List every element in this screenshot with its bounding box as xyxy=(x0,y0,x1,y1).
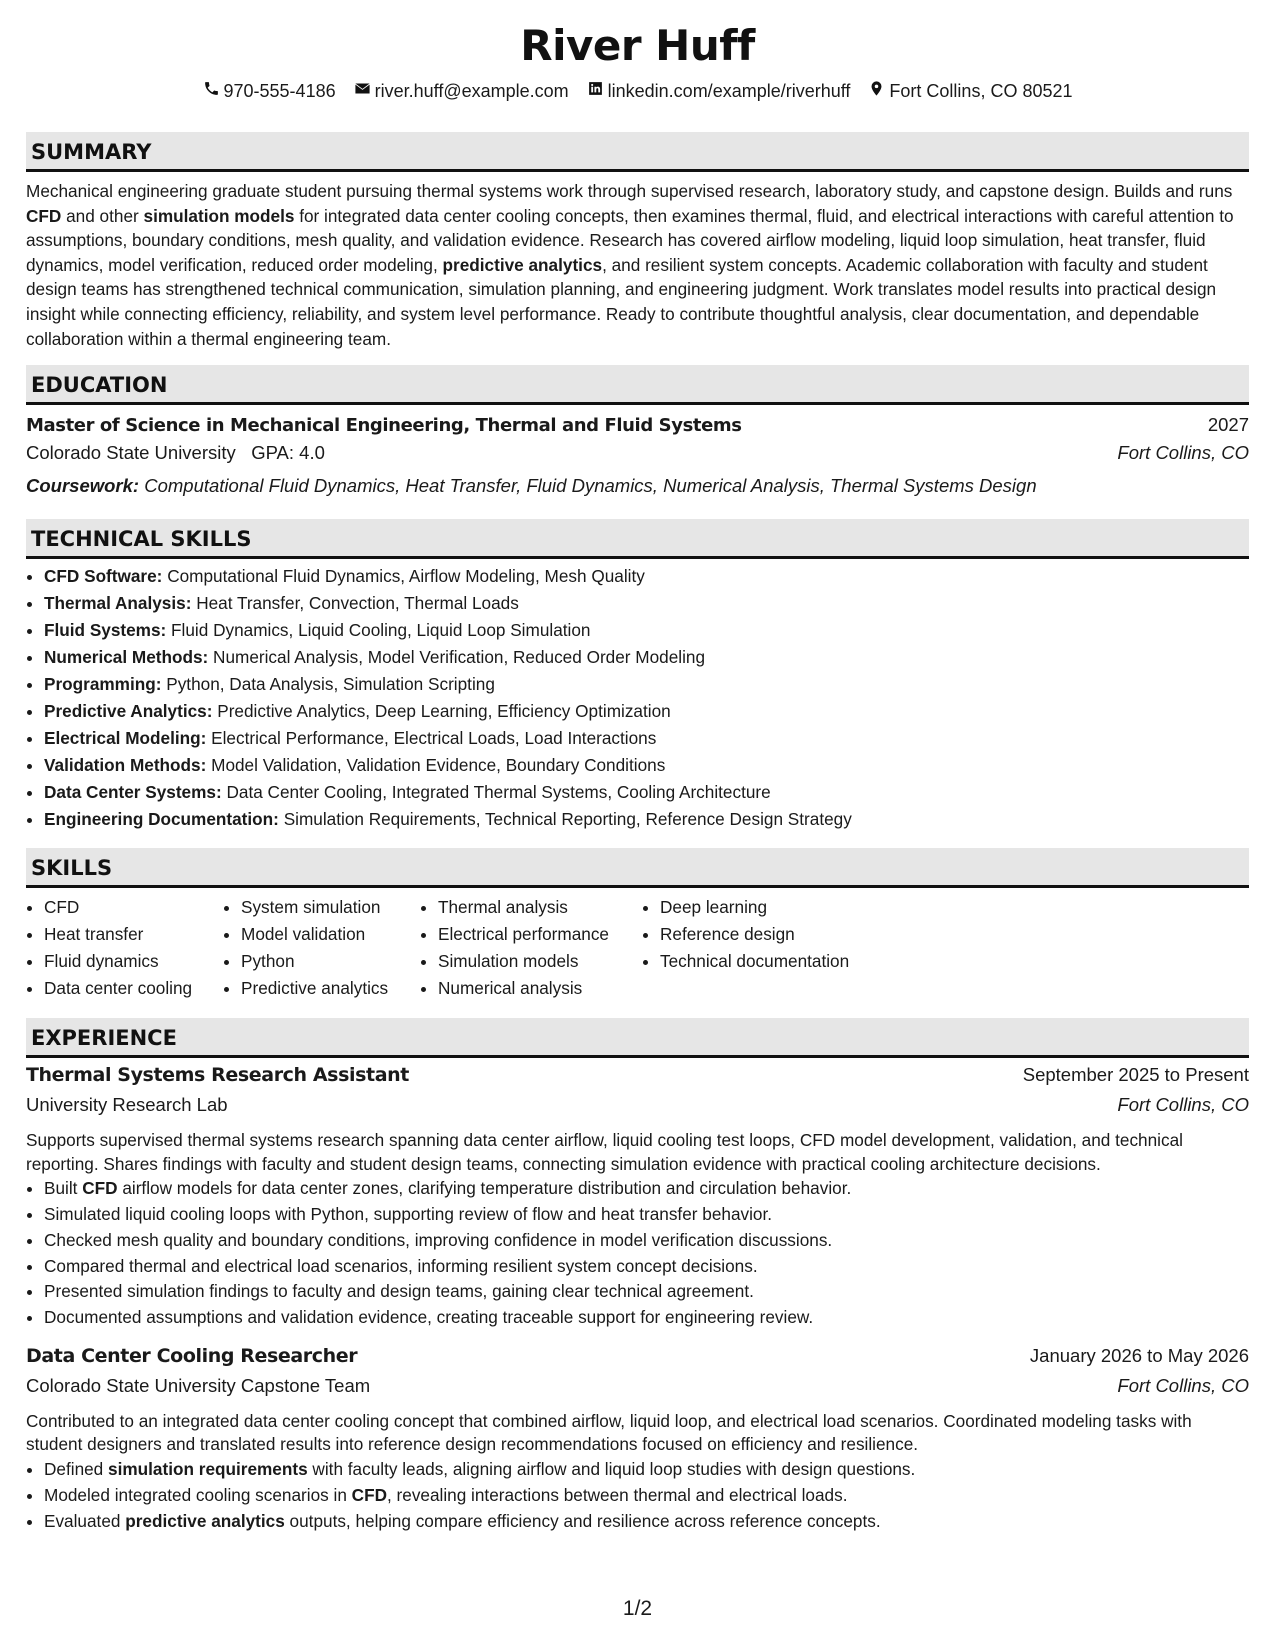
candidate-name: River Huff xyxy=(520,21,755,70)
technical-skill-item xyxy=(44,752,1249,779)
skill-category: Thermal Analysis: xyxy=(44,593,192,614)
skill-category: Electrical Modeling: xyxy=(44,728,207,749)
technical-skill-item xyxy=(44,644,1249,671)
emphasis-text: CFD xyxy=(82,1178,118,1199)
text-segment: Presented simulation findings to faculty and design teams, gaining clear technical agreement. xyxy=(44,1281,754,1302)
degree-row xyxy=(26,414,1249,442)
school-row xyxy=(26,442,1249,471)
skill-values: Model Validation, Validation Evidence, Boundary Conditions xyxy=(211,755,666,776)
emphasis-text: predictive analytics xyxy=(125,1510,285,1531)
emphasis-text: CFD xyxy=(351,1484,387,1505)
contact-linkedin[interactable] xyxy=(587,80,851,102)
skill-category: Validation Methods: xyxy=(44,755,207,776)
text-segment: Modeled integrated cooling scenarios in xyxy=(44,1484,352,1505)
skill-values: Computational Fluid Dynamics, Airflow Modeling, Mesh Quality xyxy=(167,566,645,587)
coursework-list: Computational Fluid Dynamics, Heat Transfer, Fluid Dynamics, Numerical Analysis, Thermal Systems Design xyxy=(144,475,1037,497)
resume-page xyxy=(26,0,1249,1534)
map-pin-icon xyxy=(868,80,885,102)
job-bullet xyxy=(44,1279,1249,1305)
experience-section xyxy=(26,1018,1249,1534)
job-organization: Colorado State University Capstone Team xyxy=(26,1374,371,1396)
section-heading: SUMMARY xyxy=(26,132,1249,172)
skill-item: • Technical documentation xyxy=(660,948,882,975)
job-entry xyxy=(26,1064,1249,1331)
summary-text xyxy=(26,179,1249,351)
skill-values: Python, Data Analysis, Simulation Scripting xyxy=(166,674,495,695)
job-bullet xyxy=(44,1305,1249,1331)
text-segment: Defined xyxy=(44,1458,109,1479)
skill-category: Fluid Systems: xyxy=(44,620,167,641)
emphasis-text: predictive analytics xyxy=(442,254,603,275)
skill-values: Predictive Analytics, Deep Learning, Efficiency Optimization xyxy=(217,701,671,722)
section-heading: EXPERIENCE xyxy=(26,1018,1249,1058)
job-org-row xyxy=(26,1094,1249,1123)
school-name: Colorado State University xyxy=(26,442,236,464)
phone-text: 970-555-4186 xyxy=(223,80,336,101)
skill-category: Programming: xyxy=(44,674,162,695)
job-bullet xyxy=(44,1457,1249,1483)
skill-item: • System simulation xyxy=(241,894,420,921)
job-bullet xyxy=(44,1176,1249,1202)
technical-skill-item xyxy=(44,779,1249,806)
email-text[interactable]: river.huff@example.com xyxy=(374,80,569,101)
job-dates: January 2026 to May 2026 xyxy=(1029,1344,1249,1366)
text-segment: airflow models for data center zones, clarifying temperature distribution and circulation behavior. xyxy=(117,1178,852,1199)
technical-skill-item xyxy=(44,671,1249,698)
skill-category: Numerical Methods: xyxy=(44,647,209,668)
coursework-label: Coursework: xyxy=(26,475,140,497)
skill-category: Predictive Analytics: xyxy=(44,701,213,722)
text-segment: , revealing interactions between thermal and electrical loads. xyxy=(386,1484,848,1505)
skill-item: • Reference design xyxy=(660,921,882,948)
emphasis-text: simulation models xyxy=(143,205,295,226)
job-bullet xyxy=(44,1228,1249,1254)
school-info xyxy=(26,442,325,464)
skill-values: Numerical Analysis, Model Verification, Reduced Order Modeling xyxy=(213,647,706,668)
degree-title: Master of Science in Mechanical Engineering, Thermal and Fluid Systems xyxy=(26,415,742,437)
skill-values: Heat Transfer, Convection, Thermal Loads xyxy=(196,593,519,614)
skills-columns xyxy=(26,894,1249,1002)
education-section xyxy=(26,365,1249,501)
skills-section xyxy=(26,848,1249,1002)
skill-item: • Electrical performance xyxy=(438,921,642,948)
job-description: Contributed to an integrated data center cooling concept that combined airflow, liquid loop, and electrical load scenarios. Coordinated modeling tasks with student designers and translated results into reference design recommendations focused on efficiency and resilience. xyxy=(26,1410,1192,1455)
text-segment: Built xyxy=(44,1178,83,1199)
text-segment: , and resilient system concepts. Academic collaboration with faculty and student design teams has strengthened technical communication, simulation planning, and engineering judgment. Work translates model results into practical design insight while connecting efficiency, reliability, and system level performance. Ready to contribute thoughtful analysis, clear documentation, and dependable collaboration within a thermal engineering team. xyxy=(26,254,1217,349)
job-description: Supports supervised thermal systems research spanning data center airflow, liquid cooling test loops, CFD model development, validation, and technical reporting. Shares findings with faculty and student design teams, connecting simulation evidence with practical cooling architecture decisions. xyxy=(26,1130,1183,1174)
skills-column xyxy=(642,894,882,1002)
job-title: Thermal Systems Research Assistant xyxy=(26,1064,409,1087)
text-segment: for integrated data center cooling concepts, then examines thermal, fluid, and electrical interactions with careful attention to assumptions, boundary conditions, mesh quality, and validation evidence. Research has covered airflow modeling, liquid loop simulation, heat transfer, fluid dynamics, model verification, reduced order modeling, xyxy=(26,205,1234,275)
linkedin-icon xyxy=(587,80,604,102)
technical-skill-item xyxy=(44,617,1249,644)
job-bullets xyxy=(26,1457,1249,1534)
text-segment: with faculty leads, aligning airflow and liquid loop studies with design questions. xyxy=(307,1458,916,1479)
emphasis-text: CFD xyxy=(26,205,62,226)
technical-skills-list xyxy=(26,563,1249,833)
skill-item: • Predictive analytics xyxy=(241,975,420,1002)
graduation-year: 2027 xyxy=(1207,414,1249,436)
section-heading: EDUCATION xyxy=(26,365,1249,405)
job-org-row xyxy=(26,1375,1249,1404)
linkedin-text[interactable]: linkedin.com/example/riverhuff xyxy=(607,80,851,101)
skill-item: • Data center cooling xyxy=(44,975,223,1002)
skill-values: Fluid Dynamics, Liquid Cooling, Liquid Loop Simulation xyxy=(171,620,591,641)
skills-column xyxy=(223,894,420,1002)
text-segment: Documented assumptions and validation evidence, creating traceable support for engineering review. xyxy=(44,1307,814,1328)
summary-section xyxy=(26,132,1249,351)
text-segment: Checked mesh quality and boundary conditions, improving confidence in model verification discussions. xyxy=(44,1229,833,1250)
page-number: 1/2 xyxy=(622,1597,653,1620)
skill-item: • Model validation xyxy=(241,921,420,948)
technical-skill-item xyxy=(44,725,1249,752)
skill-item: • Python xyxy=(241,948,420,975)
skill-values: Data Center Cooling, Integrated Thermal Systems, Cooling Architecture xyxy=(226,782,771,803)
skill-category: Engineering Documentation: xyxy=(44,809,279,830)
job-bullet xyxy=(44,1509,1249,1535)
skill-category: CFD Software: xyxy=(44,566,163,587)
emphasis-text: simulation requirements xyxy=(108,1458,308,1479)
skill-item: • CFD xyxy=(44,894,223,921)
text-segment: outputs, helping compare efficiency and resilience across reference concepts. xyxy=(284,1510,881,1531)
contact-email[interactable] xyxy=(354,80,569,102)
job-bullet xyxy=(44,1483,1249,1509)
contact-location xyxy=(868,80,1072,102)
coursework-row xyxy=(26,471,1249,501)
section-heading: SKILLS xyxy=(26,848,1249,888)
skills-column xyxy=(26,894,223,1002)
skill-item: • Thermal analysis xyxy=(438,894,642,921)
location-text: Fort Collins, CO 80521 xyxy=(889,80,1073,101)
gpa: GPA: 4.0 xyxy=(251,442,325,464)
job-bullets xyxy=(26,1176,1249,1331)
text-segment: Compared thermal and electrical load scenarios, informing resilient system concept decisions. xyxy=(44,1255,758,1276)
job-title-row xyxy=(26,1064,1249,1094)
skill-item: • Simulation models xyxy=(438,948,642,975)
text-segment: Simulated liquid cooling loops with Python, supporting review of flow and heat transfer behavior. xyxy=(44,1203,773,1224)
skill-values: Electrical Performance, Electrical Loads, Load Interactions xyxy=(211,728,657,749)
technical-skills-section xyxy=(26,519,1249,833)
job-location: Fort Collins, CO xyxy=(1117,1094,1249,1116)
section-heading: TECHNICAL SKILLS xyxy=(26,519,1249,559)
skill-item: • Fluid dynamics xyxy=(44,948,223,975)
skill-item: • Deep learning xyxy=(660,894,882,921)
skill-category: Data Center Systems: xyxy=(44,782,222,803)
job-organization: University Research Lab xyxy=(26,1094,228,1116)
skill-item: • Heat transfer xyxy=(44,921,223,948)
skills-column xyxy=(420,894,642,1002)
job-title-row xyxy=(26,1345,1249,1375)
contact-bar xyxy=(26,78,1249,104)
job-dates: September 2025 to Present xyxy=(1022,1064,1249,1086)
text-segment: and other xyxy=(61,205,144,226)
school-location: Fort Collins, CO xyxy=(1117,442,1249,464)
skill-values: Simulation Requirements, Technical Reporting, Reference Design Strategy xyxy=(283,809,852,830)
job-entry xyxy=(26,1345,1249,1534)
text-segment: Mechanical engineering graduate student pursuing thermal systems work through supervised research, laboratory study, and capstone design. Builds and runs xyxy=(26,181,1233,201)
job-bullet xyxy=(44,1254,1249,1280)
job-location: Fort Collins, CO xyxy=(1117,1374,1249,1396)
technical-skill-item xyxy=(44,698,1249,725)
phone-icon xyxy=(203,80,220,102)
contact-phone xyxy=(203,80,336,102)
job-bullet xyxy=(44,1202,1249,1228)
envelope-icon xyxy=(354,80,371,102)
technical-skill-item xyxy=(44,563,1249,590)
skill-item: • Numerical analysis xyxy=(438,975,642,1002)
job-title: Data Center Cooling Researcher xyxy=(26,1344,358,1367)
technical-skill-item xyxy=(44,806,1249,833)
experience-list xyxy=(26,1064,1249,1534)
text-segment: Evaluated xyxy=(44,1510,126,1531)
technical-skill-item xyxy=(44,590,1249,617)
